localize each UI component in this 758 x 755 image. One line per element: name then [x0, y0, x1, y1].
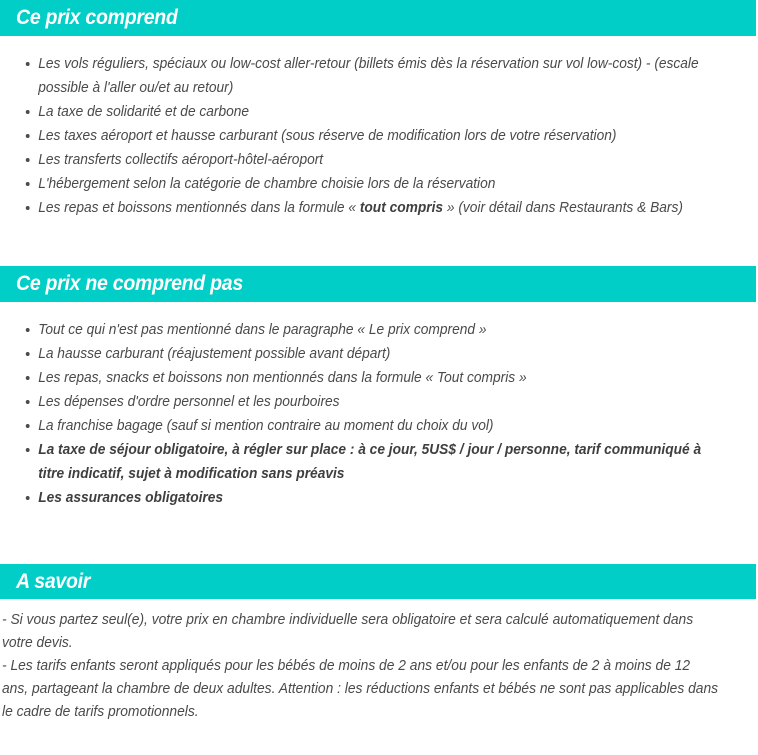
section-header-included [0, 0, 756, 36]
list-item-text: Les transferts collectifs aéroport-hôtel-aéroport [38, 152, 324, 168]
note-paragraph: - Si vous partez seul(e), votre prix en chambre individuelle sera obligatoire et sera calculé automatiquement dans votre devis. [2, 612, 694, 651]
good-to-know-notes [0, 609, 758, 724]
list-item [0, 52, 724, 100]
list-item [0, 318, 724, 342]
list-item [0, 148, 724, 172]
list-item-text: Les repas, snacks et boissons non mentionnés dans la formule « Tout compris » [38, 370, 527, 386]
list-item [0, 390, 724, 414]
spacer [0, 36, 758, 52]
spacer [0, 510, 758, 564]
list-item-text: Les dépenses d'ordre personnel et les pourboires [38, 394, 340, 410]
list-item [0, 486, 724, 510]
section-header-not-included [0, 266, 756, 302]
included-list [0, 52, 758, 220]
list-item [0, 172, 724, 196]
list-item [0, 100, 724, 124]
list-item-text: Les assurances obligatoires [38, 490, 224, 506]
list-item-text: Les repas et boissons mentionnés dans la formule « [38, 200, 360, 216]
list-item [0, 196, 724, 220]
section-title-included: Ce prix comprend [16, 6, 178, 29]
list-item [0, 438, 724, 486]
spacer [0, 599, 758, 609]
list-item-text-tail: » (voir détail dans Restaurants & Bars) [443, 200, 683, 216]
list-item [0, 124, 724, 148]
list-item [0, 414, 724, 438]
not-included-list [0, 318, 758, 510]
list-item [0, 366, 724, 390]
spacer [0, 220, 758, 266]
section-title-not-included: Ce prix ne comprend pas [16, 272, 243, 295]
list-item-text: L'hébergement selon la catégorie de chambre choisie lors de la réservation [38, 176, 496, 192]
section-header-good-to-know [0, 564, 756, 599]
note-paragraph: - Les tarifs enfants seront appliqués pour les bébés de moins de 2 ans et/ou pour les enfants de 2 à moins de 12 ans, partageant la chambre de deux adultes. Attention : les réductions enfants et bébés ne sont pas applicables dans le cadre de tarifs promotionnels. [2, 658, 719, 720]
list-item [0, 342, 724, 366]
list-item-text: Les taxes aéroport et hausse carburant (sous réserve de modification lors de votre réservation) [38, 128, 617, 144]
list-item-text: Les vols réguliers, spéciaux ou low-cost aller-retour (billets émis dès la réservation sur vol low-cost) - (escale possible à l'aller ou/et au retour) [38, 56, 699, 96]
list-item-text: Tout ce qui n'est pas mentionné dans le paragraphe « Le prix comprend » [38, 322, 487, 338]
list-item-text: La taxe de séjour obligatoire, à régler sur place : à ce jour, 5US$ / jour / personne, tarif communiqué à titre indicatif, sujet à modification sans préavis [38, 442, 702, 482]
section-title-good-to-know: A savoir [16, 569, 91, 593]
list-item-text: La taxe de solidarité et de carbone [38, 104, 250, 120]
list-item-text: La hausse carburant (réajustement possible avant départ) [38, 346, 391, 362]
list-item-text: La franchise bagage (sauf si mention contraire au moment du choix du vol) [38, 418, 494, 434]
spacer [0, 302, 758, 318]
list-item-emphasis: tout compris [359, 200, 444, 216]
